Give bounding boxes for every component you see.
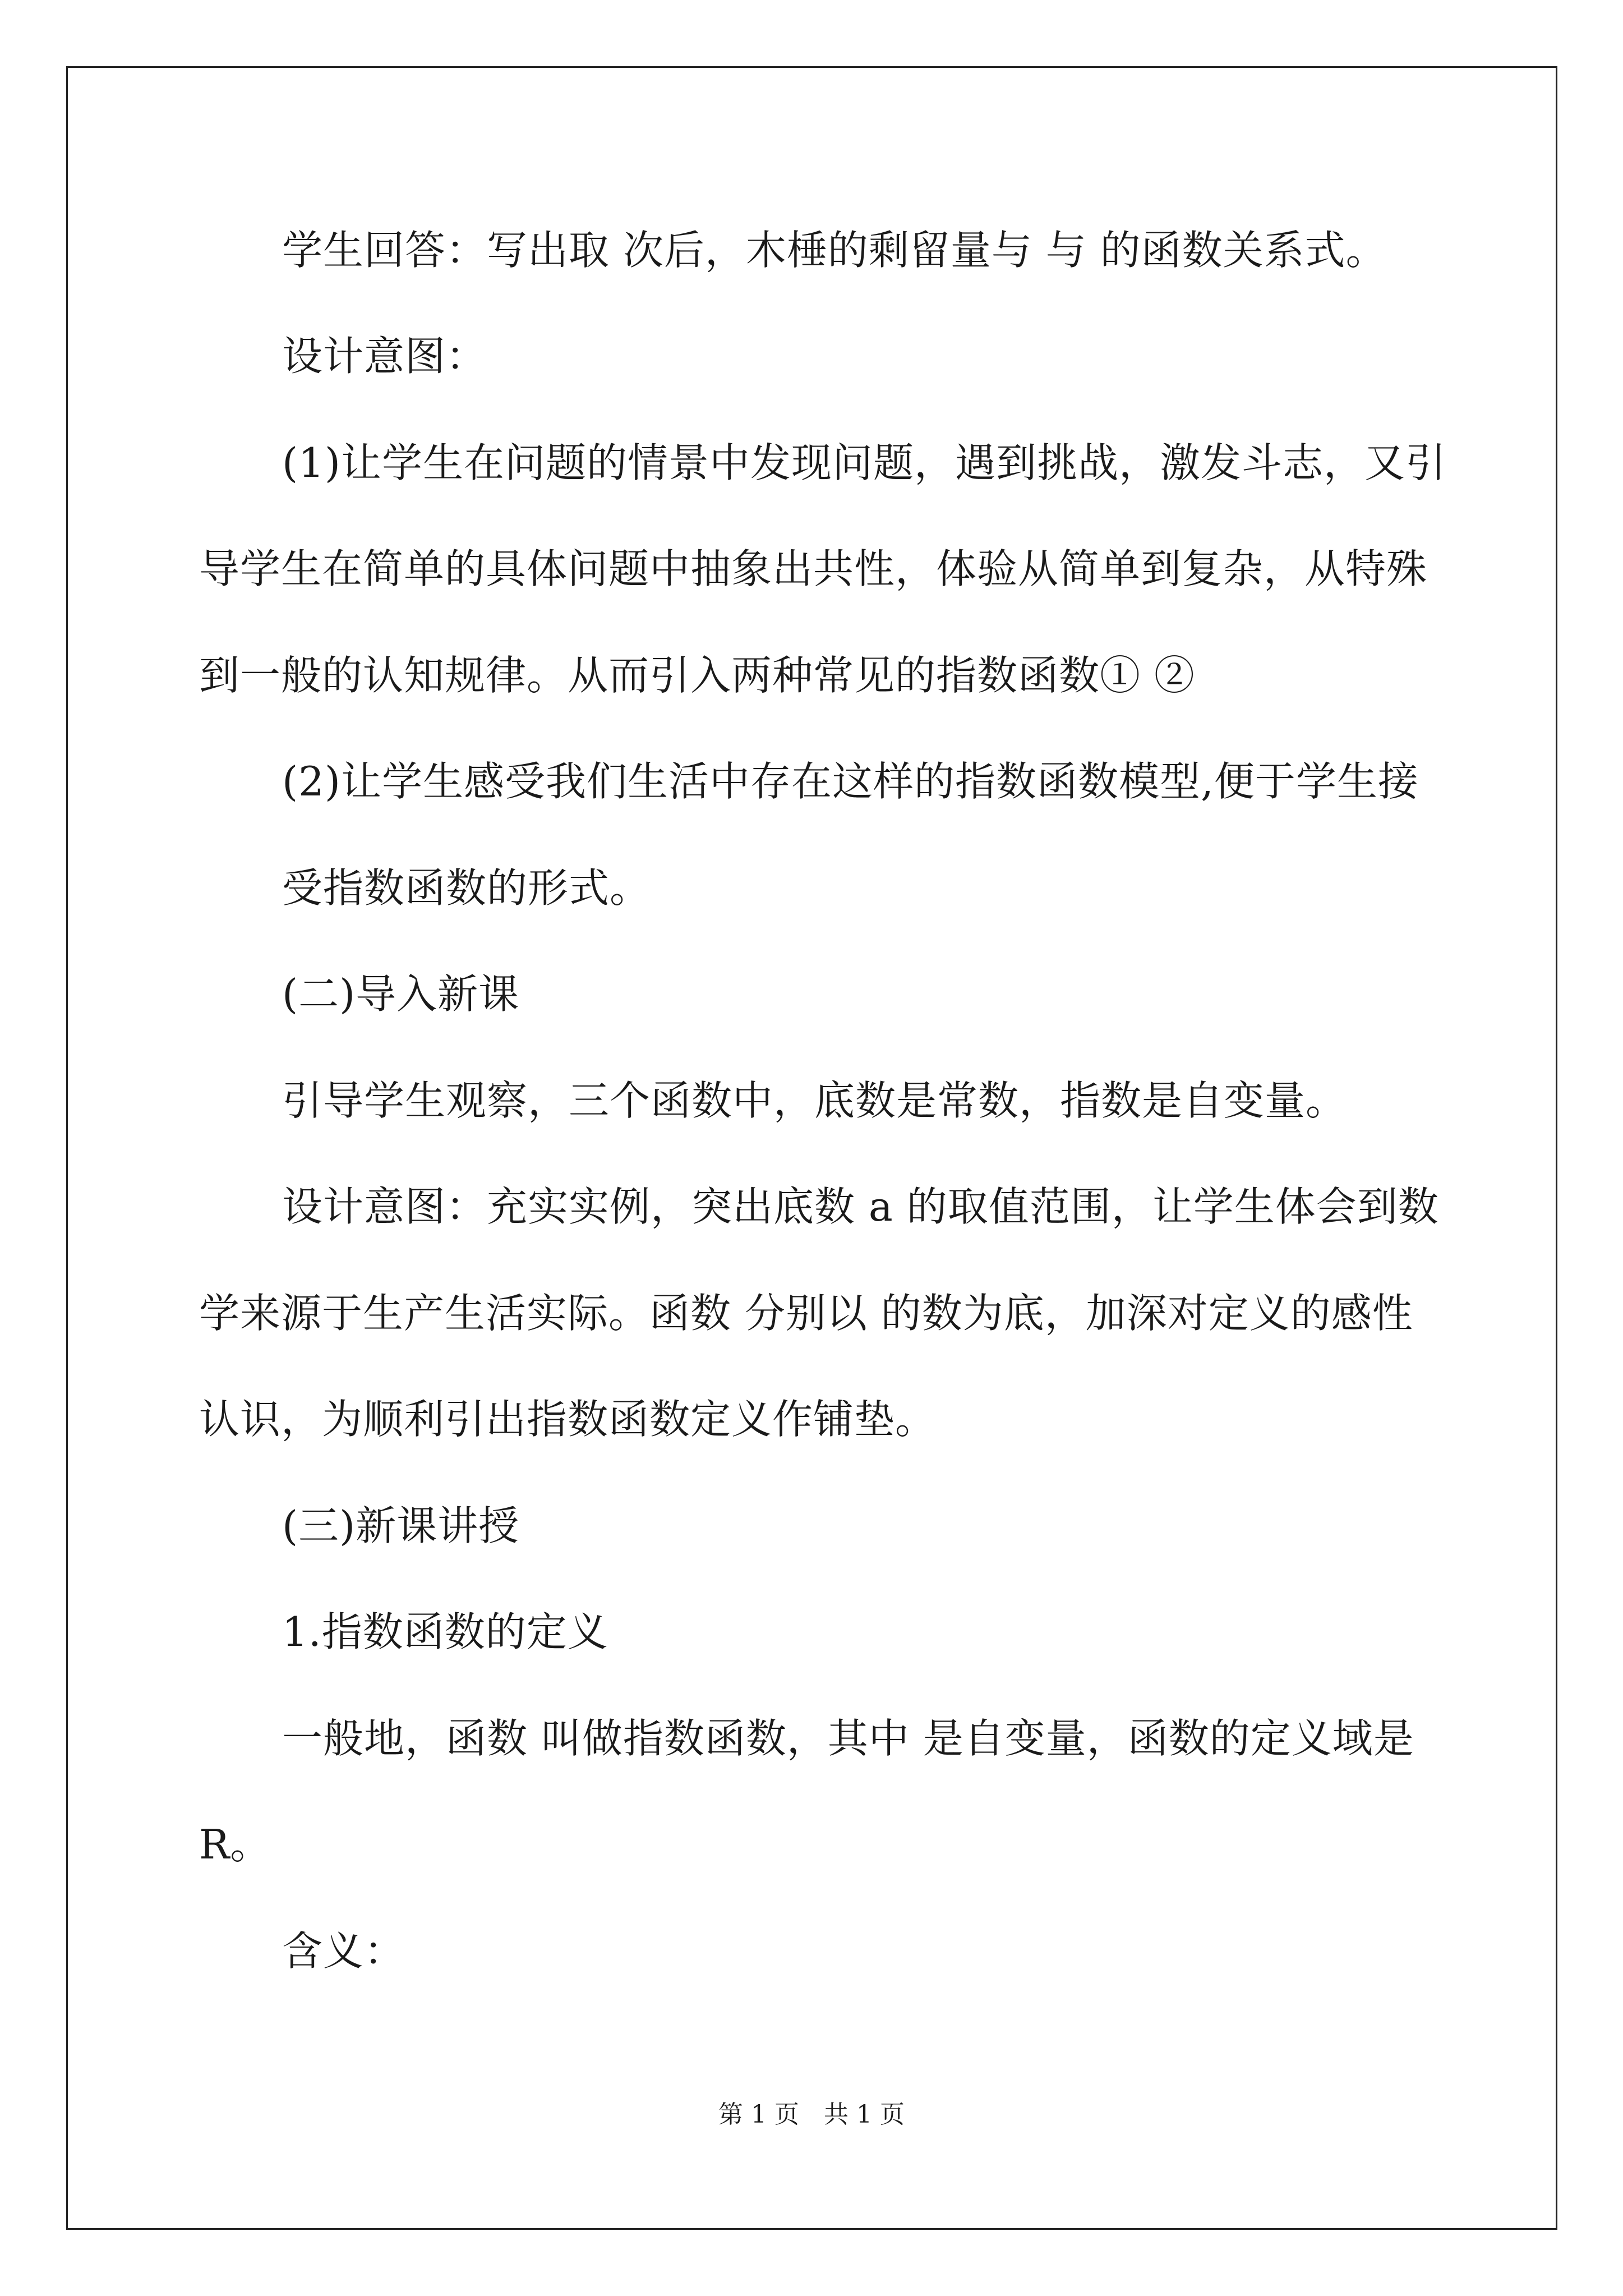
paragraph-line: 到一般的认知规律。从而引入两种常见的指数函数① ② — [199, 652, 1195, 699]
paragraph-line: R。 — [199, 1821, 271, 1868]
paragraph-line: 受指数函数的形式。 — [282, 864, 651, 912]
paragraph-line: 1.指数函数的定义 — [282, 1608, 608, 1655]
paragraph-line: 学来源于生产生活实际。函数 分别以 的数为底，加深对定义的感性 — [199, 1290, 1413, 1337]
paragraph-line: 含义： — [282, 1927, 405, 1975]
page-footer: 第 1 页 共 1 页 — [718, 2100, 905, 2129]
paragraph-line: 引导学生观察，三个函数中，底数是常数，指数是自变量。 — [282, 1077, 1347, 1124]
paragraph-line: (三)新课讲授 — [282, 1502, 520, 1549]
paragraph-line: (1)让学生在问题的情景中发现问题，遇到挑战，激发斗志，又引 — [282, 439, 1446, 486]
paragraph-line: (二)导入新课 — [282, 970, 520, 1018]
paragraph-line: 设计意图： — [282, 333, 487, 380]
paragraph-line: 一般地，函数 叫做指数函数，其中 是自变量，函数的定义域是 — [282, 1715, 1414, 1762]
page-border — [66, 66, 1557, 2230]
paragraph-line: 学生回答：写出取 次后，木棰的剩留量与 与 的函数关系式。 — [282, 227, 1387, 274]
paragraph-line: (2)让学生感受我们生活中存在这样的指数函数模型,便于学生接 — [282, 758, 1419, 805]
paragraph-line: 设计意图：充实实例，突出底数 a 的取值范围，让学生体会到数 — [282, 1183, 1439, 1230]
paragraph-line: 导学生在简单的具体问题中抽象出共性，体验从简单到复杂，从特殊 — [199, 545, 1428, 592]
paragraph-line: 认识，为顺利引出指数函数定义作铺垫。 — [199, 1396, 937, 1443]
